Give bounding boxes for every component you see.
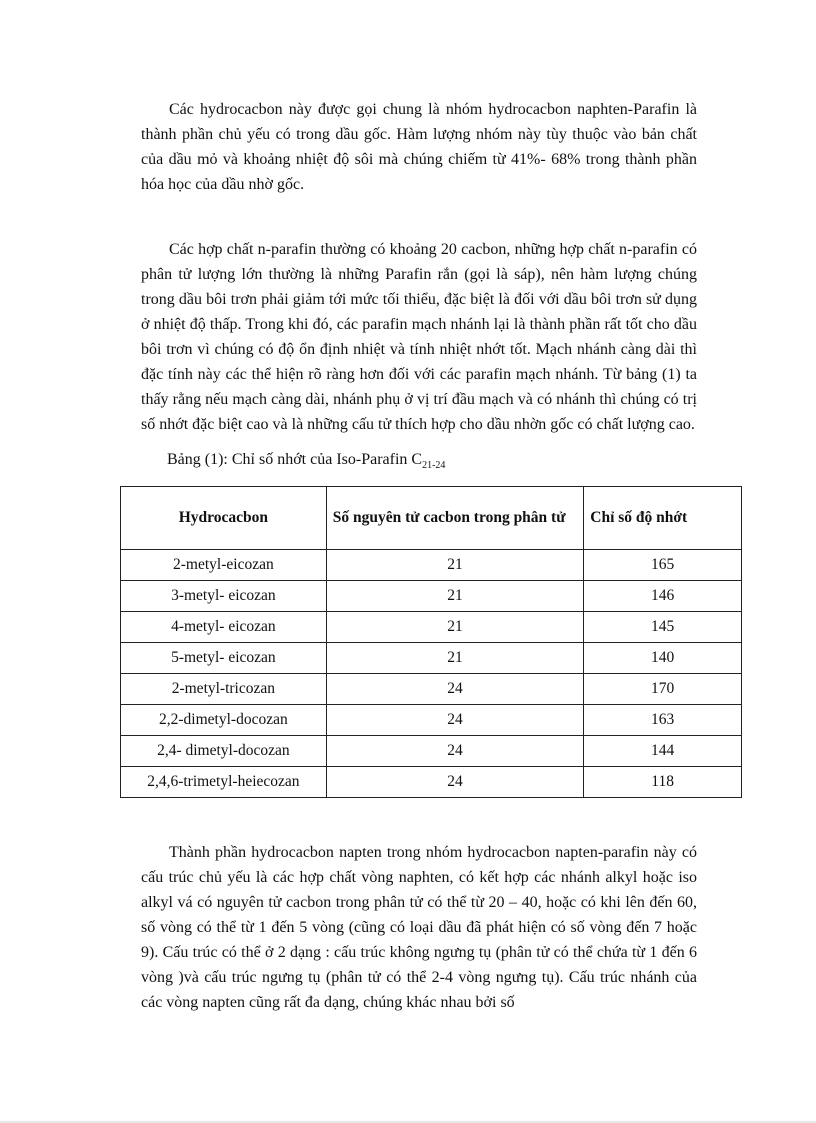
table-row bbox=[121, 643, 742, 674]
cell-carbon-count: 21 bbox=[326, 581, 584, 612]
paragraph-3-text: Thành phần hydrocacbon napten trong nhóm hydrocacbon napten-parafin này có cấu trúc chủ yếu là các hợp chất vòng naphten, có kết hợp các nhánh alkyl hoặc iso alkyl vá có nguyên tử cacbon trong phân tử có thể từ 20 – 40, hoặc có khi lên đến 60, số vòng có thể từ 1 đến 5 vòng (cũng có loại dầu đã phát hiện có số vòng đến 7 hoặc 9). Cấu trúc có thể ở 2 dạng : cấu trúc không ngưng tụ (phân tử có thể chứa từ 1 đến 6 vòng )và cấu trúc ngưng tụ (phân tử có thể 2-4 vòng ngưng tụ). Cấu trúc nhánh của các vòng napten cũng rất đa dạng, chúng khác nhau bởi số bbox=[141, 844, 697, 1011]
cell-hydrocacbon: 2,4,6-trimetyl-heiecozan bbox=[121, 767, 327, 798]
cell-viscosity-index: 118 bbox=[584, 767, 742, 798]
cell-carbon-count: 21 bbox=[326, 550, 584, 581]
header-viscosity-index: Chỉ số độ nhớt bbox=[584, 487, 742, 550]
cell-carbon-count: 21 bbox=[326, 612, 584, 643]
table-caption-text: Bảng (1): Chỉ số nhớt của Iso-Parafin C bbox=[167, 451, 423, 468]
cell-carbon-count: 24 bbox=[326, 767, 584, 798]
paragraph-1 bbox=[141, 97, 697, 197]
cell-viscosity-index: 163 bbox=[584, 705, 742, 736]
cell-carbon-count: 24 bbox=[326, 736, 584, 767]
cell-carbon-count: 21 bbox=[326, 643, 584, 674]
header-hydrocacbon: Hydrocacbon bbox=[121, 487, 327, 550]
cell-hydrocacbon: 2,4- dimetyl-docozan bbox=[121, 736, 327, 767]
table-row bbox=[121, 581, 742, 612]
cell-viscosity-index: 146 bbox=[584, 581, 742, 612]
table-header-row bbox=[121, 487, 742, 550]
table-caption bbox=[167, 449, 445, 477]
paragraph-3 bbox=[141, 840, 697, 1015]
cell-viscosity-index: 145 bbox=[584, 612, 742, 643]
table-row bbox=[121, 736, 742, 767]
cell-carbon-count: 24 bbox=[326, 705, 584, 736]
table-row bbox=[121, 674, 742, 705]
cell-carbon-count: 24 bbox=[326, 674, 584, 705]
table-row bbox=[121, 612, 742, 643]
header-carbon-count: Số nguyên tử cacbon trong phân tử bbox=[326, 487, 584, 550]
cell-viscosity-index: 165 bbox=[584, 550, 742, 581]
cell-viscosity-index: 140 bbox=[584, 643, 742, 674]
cell-hydrocacbon: 5-metyl- eicozan bbox=[121, 643, 327, 674]
cell-hydrocacbon: 4-metyl- eicozan bbox=[121, 612, 327, 643]
table-caption-subscript: 21-24 bbox=[422, 460, 446, 472]
cell-hydrocacbon: 2-metyl-eicozan bbox=[121, 550, 327, 581]
paragraph-2 bbox=[141, 237, 697, 437]
cell-hydrocacbon: 2,2-dimetyl-docozan bbox=[121, 705, 327, 736]
cell-hydrocacbon: 2-metyl-tricozan bbox=[121, 674, 327, 705]
cell-viscosity-index: 170 bbox=[584, 674, 742, 705]
cell-viscosity-index: 144 bbox=[584, 736, 742, 767]
paragraph-1-text: Các hydrocacbon này được gọi chung là nhóm hydrocacbon naphten-Parafin là thành phần chủ yếu có trong dầu gốc. Hàm lượng nhóm này tùy thuộc vào bản chất của dầu mỏ và khoảng nhiệt độ sôi mà chúng chiếm từ 41%- 68% trong thành phần hóa học của dầu nhờ gốc. bbox=[141, 101, 697, 193]
table-row bbox=[121, 767, 742, 798]
table-row bbox=[121, 550, 742, 581]
paragraph-2-text: Các hợp chất n-parafin thường có khoảng 20 cacbon, những hợp chất n-parafin có phân tử lượng lớn thường là những Parafin rắn (gọi là sáp), nên hàm lượng chúng trong dầu bôi trơn phải giảm tới mức tối thiểu, đặc biệt là đối với dầu bôi trơn sử dụng ở nhiệt độ thấp. Trong khi đó, các parafin mạch nhánh lại là thành phần rất tốt cho dầu bôi trơn vì chúng có độ ổn định nhiệt và tính nhiệt nhớt tốt. Mạch nhánh càng dài thì đặc tính này các thể hiện rõ ràng hơn đối với các parafin mạch nhánh. Từ bảng (1) ta thấy rằng nếu mạch càng dài, nhánh phụ ở vị trí đầu mạch và có nhánh thì chúng có trị số nhớt đặc biệt cao và là những cấu tử thích hợp cho dầu nhờn gốc có chất lượng cao. bbox=[141, 241, 697, 433]
viscosity-table bbox=[120, 486, 742, 798]
cell-hydrocacbon: 3-metyl- eicozan bbox=[121, 581, 327, 612]
table-row bbox=[121, 705, 742, 736]
